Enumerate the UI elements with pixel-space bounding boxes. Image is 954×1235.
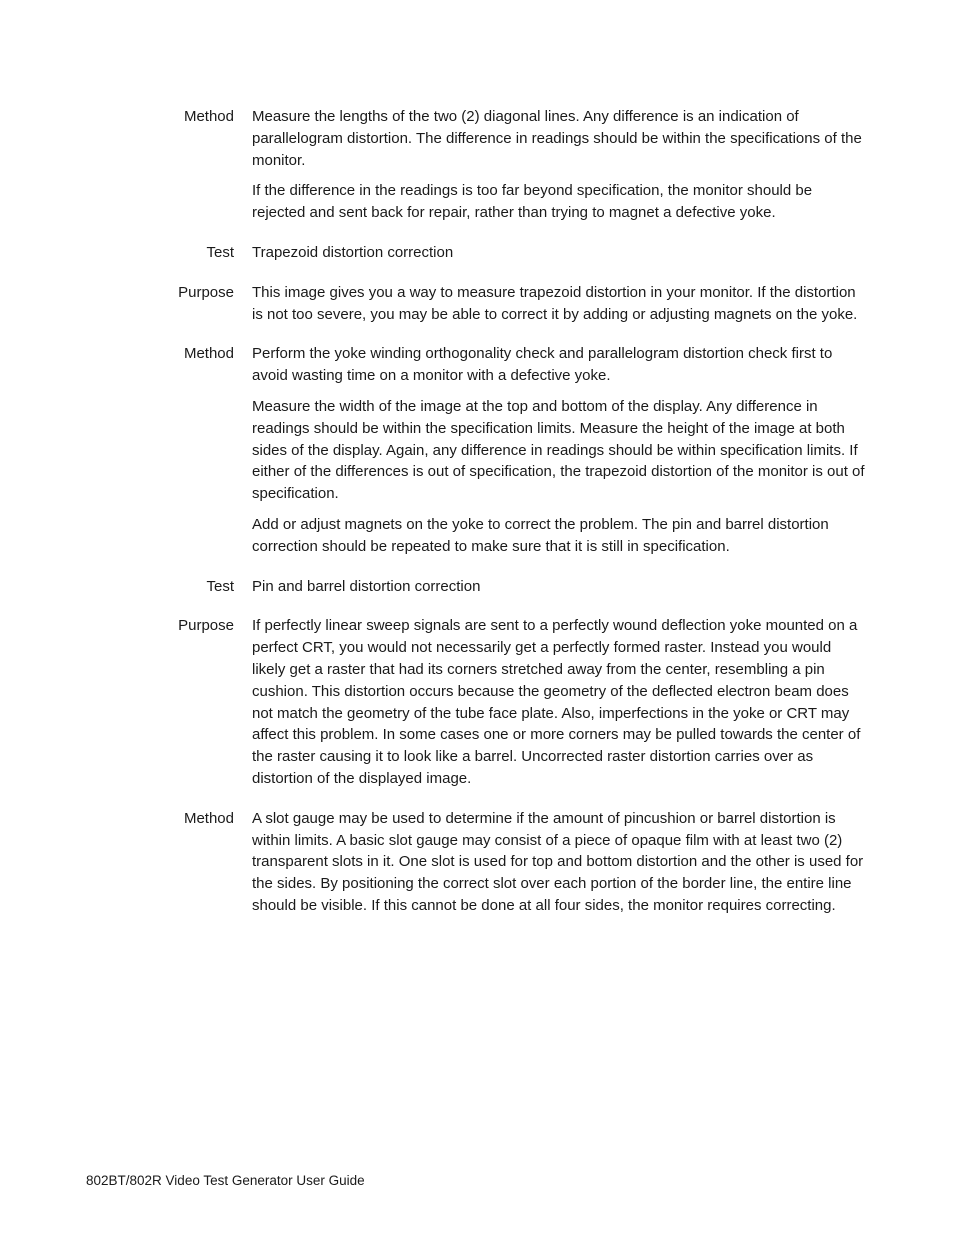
section-label: Test [206, 243, 234, 261]
paragraph: Measure the lengths of the two (2) diagonal lines. Any difference is an indication of parallelogram distortion. The difference in readings should be within the specifications of the monitor. [252, 108, 862, 169]
section-label: Purpose [178, 617, 234, 635]
section-body [252, 106, 868, 224]
section-test-trapezoid [0, 242, 954, 264]
section-body [252, 576, 868, 598]
section-body [252, 615, 868, 789]
paragraph: Add or adjust magnets on the yoke to correct the problem. The pin and barrel distortion correction should be repeated to make sure that it is still in specification. [252, 515, 829, 555]
paragraph: Perform the yoke winding orthogonality check and parallelogram distortion check first to avoid wasting time on a monitor with a defective yoke. [252, 345, 833, 385]
paragraph: This image gives you a way to measure trapezoid distortion in your monitor. If the distortion is not too severe, you may be able to correct it by adding or adjusting magnets on the yoke. [252, 283, 858, 323]
page-footer: 802BT/802R Video Test Generator User Guide [86, 1173, 365, 1188]
section-method-pin-barrel [0, 808, 954, 917]
section-method-trapezoid [0, 343, 954, 557]
section-purpose-pin-barrel [0, 615, 954, 789]
section-test-pin-barrel [0, 576, 954, 598]
paragraph: If the difference in the readings is too far beyond specification, the monitor should be rejected and sent back for repair, rather than trying to magnet a defective yoke. [252, 182, 813, 222]
paragraph: If perfectly linear sweep signals are sent to a perfectly wound deflection yoke mounted on a perfect CRT, you would not necessarily get a perfectly formed raster. Instead you would likely get a raster that had its corners stretched away from the center, resembling a pin cushion. This distortion occurs because the geometry of the deflected electron beam does not match the geometry of the tube face plate. Also, imperfections in the yoke or CRT may affect this problem. In some cases one or more corners may be pulled towards the center of the raster causing it to look like a barrel. Uncorrected raster distortion carries over as distortion of the displayed image. [252, 617, 861, 787]
section-label: Purpose [178, 283, 234, 301]
document-content [0, 106, 954, 935]
paragraph: A slot gauge may be used to determine if the amount of pincushion or barrel distortion is within limits. A basic slot gauge may consist of a piece of opaque film with at least two (2) transparent slots in it. One slot is used for top and bottom distortion and the other is used for the sides. By positioning the correct slot over each portion of the border line, the entire line should be visible. If this cannot be done at all four sides, the monitor requires correcting. [252, 809, 864, 914]
section-body [252, 282, 868, 326]
section-label: Test [206, 577, 234, 595]
section-method-parallelogram [0, 106, 954, 224]
section-body [252, 808, 868, 917]
paragraph: Measure the width of the image at the top and bottom of the display. Any difference in readings should be within the specification limits. Measure the height of the image at both sides of the display. Again, any difference in readings should be within specification limits. If either of the differences is out of specification, the trapezoid distortion of the monitor is out of specification. [252, 397, 865, 503]
section-body [252, 343, 868, 557]
paragraph: Trapezoid distortion correction [252, 243, 454, 261]
section-label: Method [183, 108, 234, 125]
section-label: Method [183, 345, 234, 363]
section-body [252, 242, 868, 264]
section-purpose-trapezoid [0, 282, 954, 326]
section-label: Method [183, 809, 234, 827]
paragraph: Pin and barrel distortion correction [252, 577, 481, 595]
